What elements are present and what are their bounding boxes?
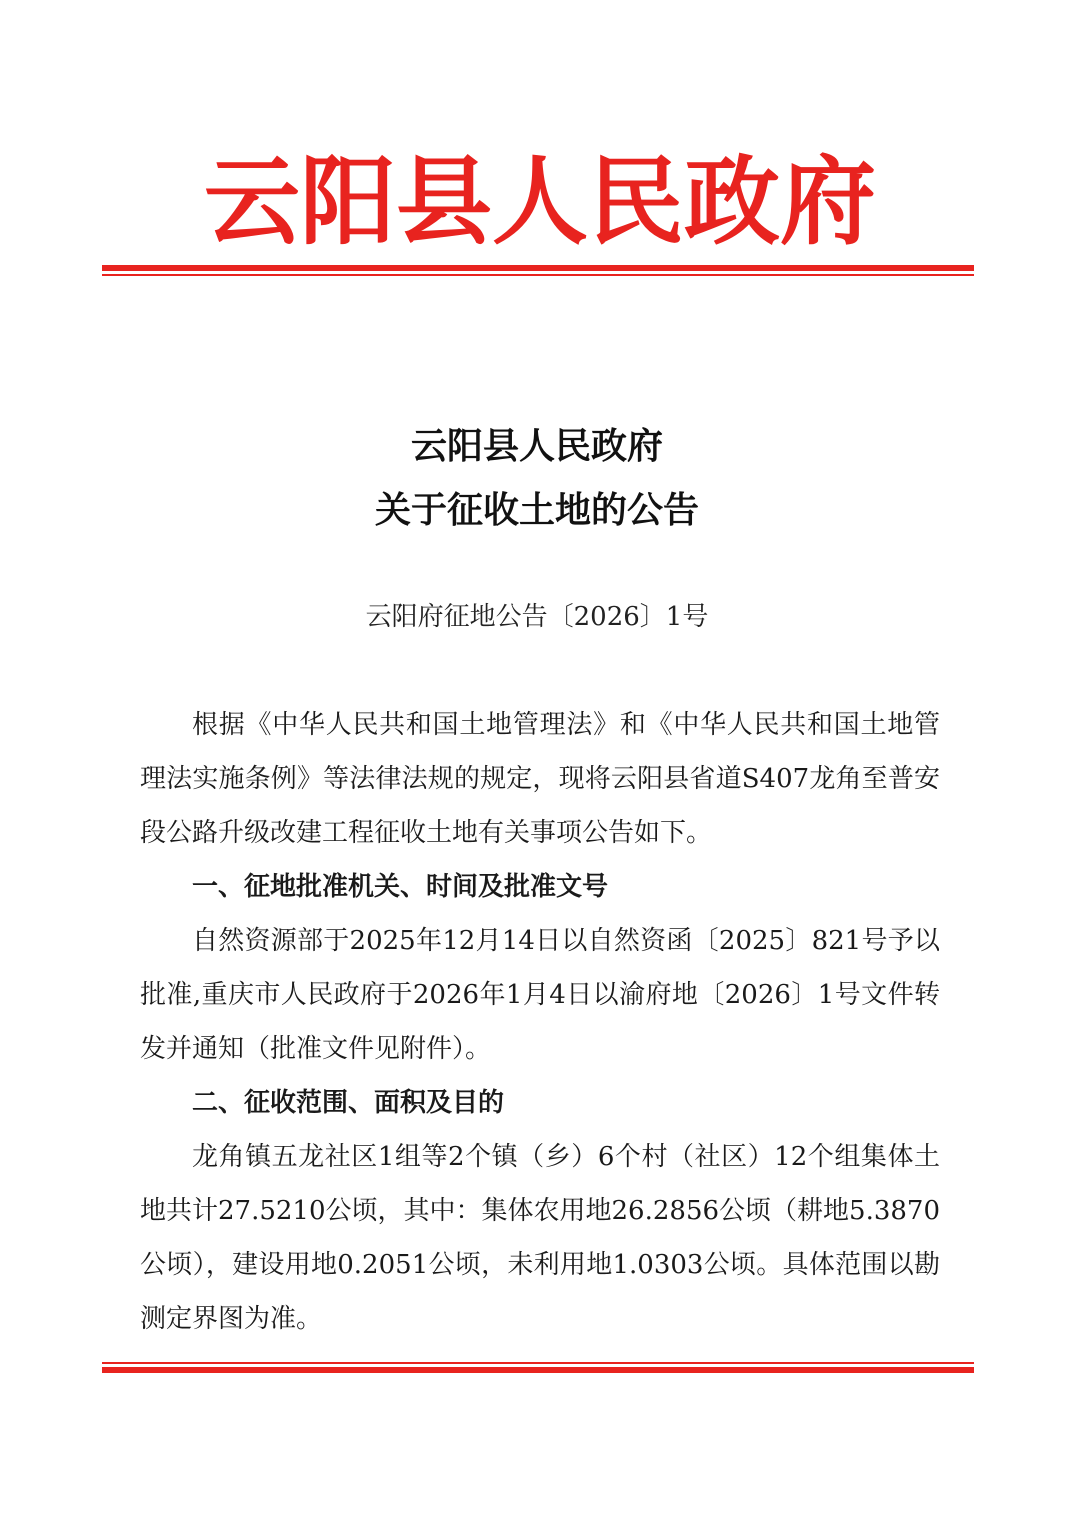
document-body [140, 698, 940, 1346]
intro-paragraph: 根据《中华人民共和国土地管理法》和《中华人民共和国土地管理法实施条例》等法律法规的规定，现将云阳县省道S407龙角至普安段公路升级改建工程征收土地有关事项公告如下。 [140, 710, 940, 848]
notice-title-line2: 关于征收土地的公告 [374, 489, 699, 531]
section1-paragraph: 自然资源部于2025年12月14日以自然资函〔2025〕821号予以批准,重庆市人民政府于2026年1月4日以渝府地〔2026〕1号文件转发并通知（批准文件见附件）。 [140, 926, 940, 1064]
red-rule-thick-top [102, 265, 974, 271]
notice-title-line1: 云阳县人民政府 [410, 425, 663, 467]
section1-heading: 一、征地批准机关、时间及批准文号 [192, 872, 609, 902]
section2-heading: 二、征收范围、面积及目的 [192, 1088, 505, 1118]
document-number: 云阳府征地公告〔2026〕1号 [365, 602, 709, 632]
red-rule-thick-bottom [102, 1367, 974, 1373]
masthead-title: 云阳县人民政府 [204, 145, 876, 258]
red-rule-thin-bottom [102, 1362, 974, 1364]
section2-paragraph: 龙角镇五龙社区1组等2个镇（乡）6个村（社区）12个组集体土地共计27.5210公顷，其中：集体农用地26.2856公顷（耕地5.3870公顷），建设用地0.2051公顷，未利用地1.0303公顷。具体范围以勘测定界图为准。 [140, 1142, 941, 1334]
red-rule-thin-top [102, 274, 974, 276]
